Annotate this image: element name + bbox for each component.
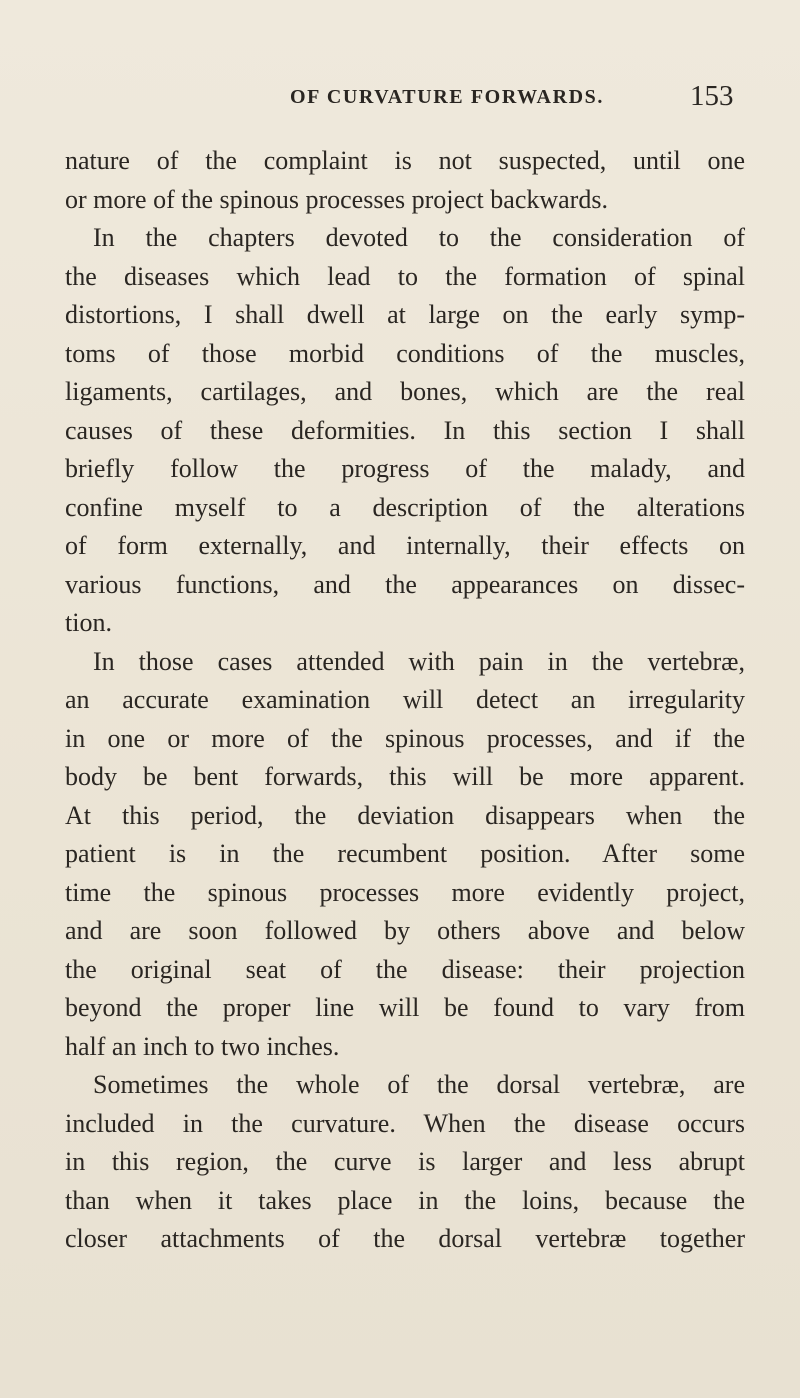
- text-line: Sometimes the whole of the dorsal vertebræ, are: [93, 1070, 745, 1099]
- text-line: closer attachments of the dorsal vertebræ together: [65, 1224, 745, 1253]
- running-title: OF CURVATURE FORWARDS.: [290, 86, 604, 108]
- text-line: the original seat of the disease: their projection: [65, 954, 745, 984]
- text-line: than when it takes place in the loins, because the: [65, 1185, 745, 1215]
- text-line: causes of these deformities. In this section I shall: [65, 415, 745, 445]
- text-line: an accurate examination will detect an irregularity: [65, 685, 745, 714]
- text-line: briefly follow the progress of the malady, and: [65, 454, 745, 483]
- text-line: body be bent forwards, this will be more apparent.: [65, 762, 745, 791]
- text-line: and are soon followed by others above and below: [65, 916, 745, 945]
- text-line: nature of the complaint is not suspected, until one: [65, 146, 745, 175]
- text-line: In those cases attended with pain in the vertebræ,: [93, 646, 745, 676]
- text-line: ligaments, cartilages, and bones, which are the real: [65, 377, 745, 406]
- text-line: patient is in the recumbent position. After some: [65, 839, 745, 868]
- text-line: the diseases which lead to the formation of spinal: [65, 261, 745, 291]
- text-line: included in the curvature. When the disease occurs: [65, 1108, 745, 1138]
- page-number: 153: [690, 80, 734, 112]
- text-line: beyond the proper line will be found to vary from: [65, 993, 745, 1022]
- text-line: confine myself to a description of the alterations: [65, 492, 745, 522]
- text-line: toms of those morbid conditions of the muscles,: [65, 338, 745, 368]
- text-line: or more of the spinous processes project backwards.: [65, 184, 608, 214]
- text-line: of form externally, and internally, their effects on: [65, 531, 745, 560]
- text-line: in one or more of the spinous processes, and if the: [65, 723, 745, 753]
- text-line: various functions, and the appearances on dissec-: [65, 569, 745, 599]
- body-text: [65, 142, 745, 1259]
- text-line: distortions, I shall dwell at large on the early symp-: [65, 300, 745, 329]
- text-line: tion.: [65, 608, 112, 637]
- text-line: in this region, the curve is larger and less abrupt: [65, 1147, 745, 1176]
- text-line: In the chapters devoted to the consideration of: [93, 223, 745, 252]
- text-line: half an inch to two inches.: [65, 1031, 340, 1061]
- running-head: [0, 80, 800, 120]
- text-line: At this period, the deviation disappears when the: [65, 800, 745, 830]
- text-line: time the spinous processes more evidently project,: [65, 877, 745, 907]
